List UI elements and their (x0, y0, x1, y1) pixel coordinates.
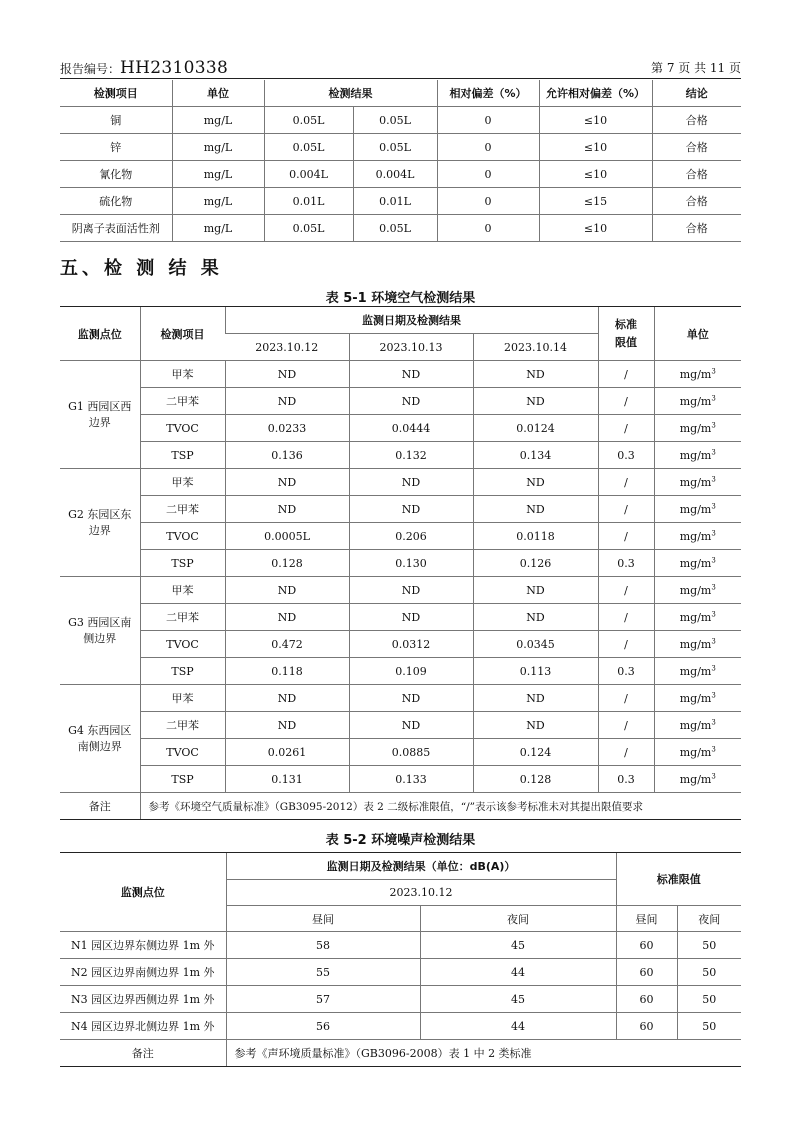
qc-header-allowed-dev: 允许相对偏差（%） (539, 80, 652, 107)
air-limit: / (598, 577, 654, 604)
air-value: ND (349, 604, 473, 631)
air-site: G1 西园区西边界 (60, 361, 140, 469)
qc-header-row (60, 80, 741, 107)
noise-day: 58 (226, 932, 420, 959)
noise-row (60, 1013, 741, 1040)
air-table-caption: 表 5-1 环境空气检测结果 (325, 291, 476, 306)
report-number (60, 58, 228, 78)
qc-conclusion: 合格 (652, 215, 741, 242)
air-value: ND (349, 469, 473, 496)
qc-item: 铜 (60, 107, 172, 134)
air-unit-base: mg/m (679, 502, 712, 516)
air-limit: / (598, 388, 654, 415)
air-value: 0.0885 (349, 739, 473, 766)
air-row (60, 685, 741, 712)
air-item: 二甲苯 (140, 496, 225, 523)
air-value: ND (473, 604, 598, 631)
air-unit (654, 631, 741, 658)
qc-header-item: 检测项目 (60, 80, 172, 107)
air-row (60, 361, 741, 388)
qc-conclusion: 合格 (652, 188, 741, 215)
air-value: ND (473, 469, 598, 496)
noise-night: 45 (420, 932, 616, 959)
air-header-limit: 标准限值 (598, 307, 654, 361)
air-value: ND (225, 388, 349, 415)
noise-limit-day-value: 60 (616, 959, 677, 986)
air-item: 二甲苯 (140, 604, 225, 631)
qc-unit: mg/L (172, 134, 264, 161)
noise-date: 2023.10.12 (226, 880, 616, 906)
air-header-item: 检测项目 (140, 307, 225, 361)
qc-allowed-dev: ≤15 (539, 188, 652, 215)
air-unit-sup: 3 (711, 690, 716, 699)
qc-header-unit: 单位 (172, 80, 264, 107)
air-unit-base: mg/m (679, 367, 712, 381)
qc-rel-dev: 0 (437, 215, 539, 242)
noise-site: N4 园区边界北侧边界 1m 外 (60, 1013, 226, 1040)
air-unit-sup: 3 (711, 393, 716, 402)
air-limit: 0.3 (598, 766, 654, 793)
air-value: 0.118 (225, 658, 349, 685)
air-item: TVOC (140, 523, 225, 550)
qc-result-2: 0.05L (353, 134, 437, 161)
qc-allowed-dev: ≤10 (539, 215, 652, 242)
noise-period-night: 夜间 (420, 906, 616, 932)
qc-row (60, 134, 741, 161)
air-value: 0.206 (349, 523, 473, 550)
air-limit: / (598, 496, 654, 523)
air-value: ND (349, 712, 473, 739)
noise-limit-night-value: 50 (677, 1013, 741, 1040)
qc-result-1: 0.01L (264, 188, 353, 215)
air-unit-base: mg/m (679, 448, 712, 462)
air-unit (654, 577, 741, 604)
air-value: ND (349, 685, 473, 712)
air-quality-table (60, 306, 741, 820)
noise-limit-day-value: 60 (616, 986, 677, 1013)
air-unit-base: mg/m (679, 583, 712, 597)
air-limit: 0.3 (598, 442, 654, 469)
noise-header-limit: 标准限值 (616, 853, 741, 906)
air-row (60, 658, 741, 685)
air-unit (654, 523, 741, 550)
qc-result-1: 0.05L (264, 215, 353, 242)
qc-result-2: 0.01L (353, 188, 437, 215)
air-value: ND (225, 712, 349, 739)
air-item: TSP (140, 550, 225, 577)
air-unit (654, 415, 741, 442)
air-unit-sup: 3 (711, 501, 716, 510)
qc-item: 锌 (60, 134, 172, 161)
qc-result-1: 0.05L (264, 134, 353, 161)
air-value: ND (473, 685, 598, 712)
air-unit-sup: 3 (711, 474, 716, 483)
noise-site: N2 园区边界南侧边界 1m 外 (60, 959, 226, 986)
noise-row (60, 986, 741, 1013)
air-limit: / (598, 523, 654, 550)
air-item: TSP (140, 658, 225, 685)
air-unit (654, 766, 741, 793)
qc-header-result: 检测结果 (264, 80, 437, 107)
air-value: 0.113 (473, 658, 598, 685)
air-value: ND (225, 496, 349, 523)
noise-limit-day: 昼间 (616, 906, 677, 932)
air-limit: / (598, 739, 654, 766)
air-item: TVOC (140, 739, 225, 766)
air-item: TVOC (140, 631, 225, 658)
air-date-2: 2023.10.13 (349, 334, 473, 361)
air-unit-sup: 3 (711, 528, 716, 537)
noise-header-row (60, 853, 741, 880)
air-value: ND (473, 577, 598, 604)
page-count: 第 7 页 共 11 页 (651, 61, 741, 75)
air-row (60, 631, 741, 658)
air-limit: 0.3 (598, 550, 654, 577)
air-value: 0.0312 (349, 631, 473, 658)
air-row (60, 766, 741, 793)
qc-header-rel-dev: 相对偏差（%） (437, 80, 539, 107)
air-date-1: 2023.10.12 (225, 334, 349, 361)
air-unit (654, 604, 741, 631)
air-value: ND (473, 496, 598, 523)
air-item: TSP (140, 442, 225, 469)
noise-table (60, 852, 741, 1067)
qc-unit: mg/L (172, 107, 264, 134)
air-unit-base: mg/m (679, 421, 712, 435)
air-row (60, 415, 741, 442)
air-row (60, 712, 741, 739)
air-limit: / (598, 361, 654, 388)
air-unit-base: mg/m (679, 691, 712, 705)
air-item: 甲苯 (140, 685, 225, 712)
air-value: 0.132 (349, 442, 473, 469)
air-row (60, 739, 741, 766)
air-value: 0.0005L (225, 523, 349, 550)
noise-row (60, 932, 741, 959)
air-unit-sup: 3 (711, 366, 716, 375)
air-value: 0.124 (473, 739, 598, 766)
air-unit-base: mg/m (679, 475, 712, 489)
air-limit: / (598, 604, 654, 631)
air-row (60, 442, 741, 469)
qc-header-conclusion: 结论 (652, 80, 741, 107)
air-unit-sup: 3 (711, 420, 716, 429)
air-value: 0.131 (225, 766, 349, 793)
qc-rel-dev: 0 (437, 134, 539, 161)
air-header-site: 监测点位 (60, 307, 140, 361)
section-title: 五、检 测 结 果 (60, 258, 223, 279)
report-number-label: 报告编号： (60, 62, 121, 76)
air-value: ND (473, 712, 598, 739)
noise-limit-night-value: 50 (677, 932, 741, 959)
air-value: 0.0118 (473, 523, 598, 550)
air-unit-sup: 3 (711, 636, 716, 645)
qc-unit: mg/L (172, 161, 264, 188)
air-value: ND (225, 685, 349, 712)
air-unit-base: mg/m (679, 394, 712, 408)
air-value: 0.0233 (225, 415, 349, 442)
air-limit: / (598, 415, 654, 442)
qc-row (60, 161, 741, 188)
header-rule (60, 78, 741, 79)
air-item: 甲苯 (140, 577, 225, 604)
air-value: ND (349, 388, 473, 415)
air-date-3: 2023.10.14 (473, 334, 598, 361)
air-item: 甲苯 (140, 469, 225, 496)
air-header-row (60, 307, 741, 334)
air-value: 0.130 (349, 550, 473, 577)
air-value: 0.128 (473, 766, 598, 793)
air-unit-base: mg/m (679, 718, 712, 732)
air-unit-base: mg/m (679, 772, 712, 786)
air-row (60, 496, 741, 523)
air-limit: / (598, 712, 654, 739)
noise-row (60, 959, 741, 986)
air-site: G2 东园区东边界 (60, 469, 140, 577)
air-site: G3 西园区南侧边界 (60, 577, 140, 685)
air-unit (654, 712, 741, 739)
noise-period-day: 昼间 (226, 906, 420, 932)
noise-remark-row (60, 1040, 741, 1067)
air-limit: 0.3 (598, 658, 654, 685)
page-header (60, 54, 741, 78)
noise-limit-night: 夜间 (677, 906, 741, 932)
qc-item: 氰化物 (60, 161, 172, 188)
air-unit-base: mg/m (679, 610, 712, 624)
qc-unit: mg/L (172, 188, 264, 215)
qc-table (60, 80, 741, 242)
air-unit-sup: 3 (711, 717, 716, 726)
qc-rel-dev: 0 (437, 107, 539, 134)
air-row (60, 604, 741, 631)
qc-unit: mg/L (172, 215, 264, 242)
air-unit (654, 442, 741, 469)
air-value: ND (225, 361, 349, 388)
air-site: G4 东西园区南侧边界 (60, 685, 140, 793)
air-value: 0.0124 (473, 415, 598, 442)
air-value: ND (349, 577, 473, 604)
report-number-value: HH2310338 (120, 58, 229, 78)
air-unit-base: mg/m (679, 664, 712, 678)
air-unit-base: mg/m (679, 556, 712, 570)
noise-limit-night-value: 50 (677, 959, 741, 986)
air-limit: / (598, 631, 654, 658)
air-value: 0.472 (225, 631, 349, 658)
air-unit-base: mg/m (679, 637, 712, 651)
air-unit-base: mg/m (679, 745, 712, 759)
air-row (60, 469, 741, 496)
air-value: 0.128 (225, 550, 349, 577)
air-unit-sup: 3 (711, 744, 716, 753)
air-value: 0.0444 (349, 415, 473, 442)
air-value: 0.0345 (473, 631, 598, 658)
air-row (60, 550, 741, 577)
noise-day: 55 (226, 959, 420, 986)
qc-conclusion: 合格 (652, 107, 741, 134)
qc-allowed-dev: ≤10 (539, 134, 652, 161)
qc-result-2: 0.05L (353, 107, 437, 134)
air-unit-sup: 3 (711, 771, 716, 780)
qc-conclusion: 合格 (652, 161, 741, 188)
air-remark-row (60, 793, 741, 820)
air-value: 0.136 (225, 442, 349, 469)
air-item: 甲苯 (140, 361, 225, 388)
noise-night: 44 (420, 1013, 616, 1040)
noise-header-site: 监测点位 (60, 853, 226, 932)
noise-day: 56 (226, 1013, 420, 1040)
air-unit (654, 550, 741, 577)
air-header-dates-group: 监测日期及检测结果 (225, 307, 598, 334)
air-item: 二甲苯 (140, 388, 225, 415)
air-value: ND (349, 496, 473, 523)
qc-row (60, 188, 741, 215)
noise-day: 57 (226, 986, 420, 1013)
air-unit (654, 469, 741, 496)
qc-result-2: 0.004L (353, 161, 437, 188)
qc-row (60, 215, 741, 242)
air-unit (654, 739, 741, 766)
air-unit-base: mg/m (679, 529, 712, 543)
air-limit: / (598, 469, 654, 496)
noise-site: N3 园区边界西侧边界 1m 外 (60, 986, 226, 1013)
qc-item: 阴离子表面活性剂 (60, 215, 172, 242)
noise-remark-text: 参考《声环境质量标准》（GB3096-2008）表 1 中 2 类标准 (226, 1040, 741, 1067)
air-header-unit: 单位 (654, 307, 741, 361)
air-value: ND (349, 361, 473, 388)
noise-night: 44 (420, 959, 616, 986)
noise-night: 45 (420, 986, 616, 1013)
qc-result-1: 0.05L (264, 107, 353, 134)
qc-rel-dev: 0 (437, 161, 539, 188)
qc-item: 硫化物 (60, 188, 172, 215)
qc-conclusion: 合格 (652, 134, 741, 161)
air-unit (654, 361, 741, 388)
air-value: 0.0261 (225, 739, 349, 766)
air-unit-sup: 3 (711, 555, 716, 564)
air-unit (654, 496, 741, 523)
air-value: ND (473, 388, 598, 415)
air-unit (654, 685, 741, 712)
air-row (60, 577, 741, 604)
air-limit: / (598, 685, 654, 712)
qc-result-1: 0.004L (264, 161, 353, 188)
air-remark-text: 参考《环境空气质量标准》（GB3095-2012）表 2 二级标准限值，“/”表示该参考标准未对其提出限值要求 (140, 793, 741, 820)
noise-table-caption: 表 5-2 环境噪声检测结果 (325, 833, 476, 848)
air-item: TVOC (140, 415, 225, 442)
air-remark-label: 备注 (60, 793, 140, 820)
noise-limit-day-value: 60 (616, 932, 677, 959)
air-value: 0.134 (473, 442, 598, 469)
air-value: 0.126 (473, 550, 598, 577)
air-value: ND (225, 577, 349, 604)
air-unit-sup: 3 (711, 447, 716, 456)
air-unit (654, 658, 741, 685)
air-item: 二甲苯 (140, 712, 225, 739)
noise-limit-day-value: 60 (616, 1013, 677, 1040)
air-unit-sup: 3 (711, 663, 716, 672)
qc-row (60, 107, 741, 134)
air-row (60, 388, 741, 415)
air-unit-sup: 3 (711, 609, 716, 618)
air-value: ND (225, 604, 349, 631)
noise-site: N1 园区边界东侧边界 1m 外 (60, 932, 226, 959)
qc-allowed-dev: ≤10 (539, 161, 652, 188)
air-unit (654, 388, 741, 415)
air-value: ND (473, 361, 598, 388)
air-value: 0.133 (349, 766, 473, 793)
qc-allowed-dev: ≤10 (539, 107, 652, 134)
air-item: TSP (140, 766, 225, 793)
air-row (60, 523, 741, 550)
qc-result-2: 0.05L (353, 215, 437, 242)
noise-limit-night-value: 50 (677, 986, 741, 1013)
qc-rel-dev: 0 (437, 188, 539, 215)
air-unit-sup: 3 (711, 582, 716, 591)
noise-header-group: 监测日期及检测结果（单位：dB(A)） (226, 853, 616, 880)
noise-remark-label: 备注 (60, 1040, 226, 1067)
air-value: 0.109 (349, 658, 473, 685)
air-value: ND (225, 469, 349, 496)
